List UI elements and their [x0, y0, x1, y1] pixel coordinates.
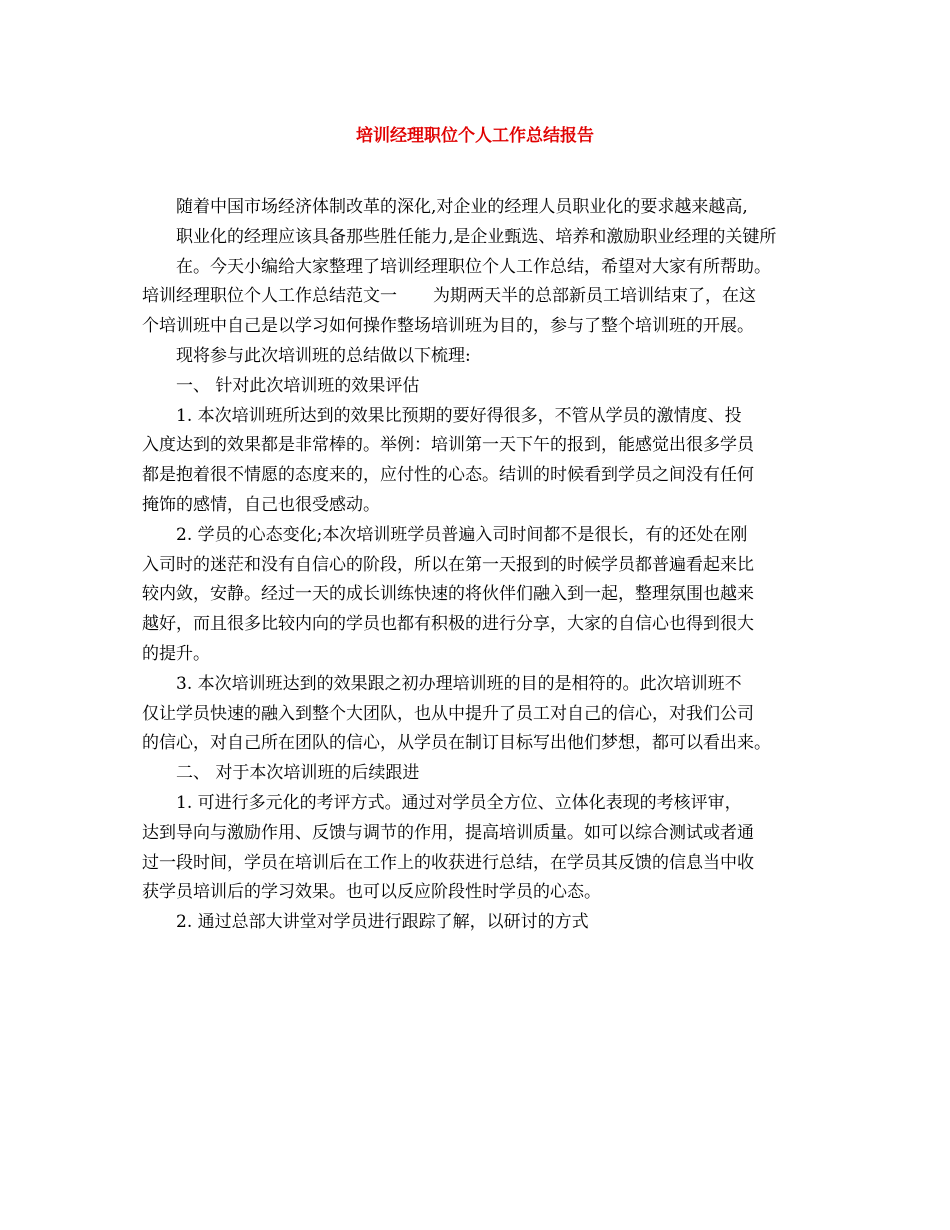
paragraph-summary-intro	[142, 342, 822, 372]
paragraph-sample-heading	[142, 282, 822, 342]
paragraph-item-1-3-cont	[142, 700, 822, 760]
paragraph-item-1-1	[142, 402, 822, 432]
paragraph-item-2-2	[142, 908, 822, 938]
paragraph-item-1-1-cont	[142, 431, 822, 520]
text-line: 职业化的经理应该具备那些胜任能力,是企业甄选、培养和激励职业经理的关键所	[176, 226, 777, 247]
text-line: 2. 通过总部大讲堂对学员进行跟踪了解，以研讨的方式	[176, 912, 589, 933]
paragraph-item-1-2-cont	[142, 551, 822, 670]
text-line: 仅让学员快速的融入到整个大团队，也从中提升了员工对自己的信心，对我们公司	[142, 703, 754, 724]
sample-heading: 培训经理职位个人工作总结范文一	[142, 286, 397, 307]
text-line: 在。今天小编给大家整理了培训经理职位个人工作总结，希望对大家有所帮助。	[176, 256, 771, 277]
text-line: 获学员培训后的学习效果。也可以反应阶段性时学员的心态。	[142, 882, 601, 903]
text-segment: 为期两天半的总部新员工培训结束了，在这	[433, 286, 756, 307]
text-line: 的信心，对自己所在团队的信心，从学员在制订目标写出他们梦想，都可以看出来。	[142, 733, 771, 754]
paragraph-item-1-3	[142, 670, 822, 700]
text-line: 1. 本次培训班所达到的效果比预期的要好得很多，不管从学员的激情度、投	[176, 405, 742, 426]
paragraph-item-2-1	[142, 789, 822, 819]
text-line: 过一段时间，学员在培训后在工作上的收获进行总结，在学员其反馈的信息当中收	[142, 852, 754, 873]
paragraph-item-1-2	[142, 521, 822, 551]
text-line: 都是抱着很不情愿的态度来的，应付性的心态。结训的时候看到学员之间没有任何	[142, 465, 754, 486]
text-line: 的提升。	[142, 643, 210, 664]
text-line: 1. 可进行多元化的考评方式。通过对学员全方位、立体化表现的考核评审，	[176, 792, 742, 813]
text-line: 入司时的迷茫和没有自信心的阶段，所以在第一天报到的时候学员都普遍看起来比	[142, 554, 754, 575]
text-line: 二、 对于本次培训班的后续跟进	[176, 763, 420, 784]
text-line: 掩饰的感情，自己也很受感动。	[142, 494, 380, 515]
paragraph-item-2-1-cont	[142, 819, 822, 908]
document-body	[142, 193, 822, 938]
section-heading-1	[142, 372, 822, 402]
text-line: 较内敛，安静。经过一天的成长训练快速的将伙伴们融入到一起，整理氛围也越来	[142, 584, 754, 605]
text-line: 2. 学员的心态变化;本次培训班学员普遍入司时间都不是很长，有的还处在刚	[176, 524, 748, 545]
text-line: 随着中国市场经济体制改革的深化,对企业的经理人员职业化的要求越来越高,	[176, 197, 748, 217]
text-line: 3. 本次培训班达到的效果跟之初办理培训班的目的是相符的。此次培训班不	[176, 673, 742, 694]
text-line: 个培训班中自己是以学习如何操作整场培训班为目的，参与了整个培训班的开展。	[142, 316, 754, 337]
text-line: 越好，而且很多比较内向的学员也都有积极的进行分享，大家的自信心也得到很大	[142, 614, 754, 635]
text-line-composite	[142, 282, 822, 312]
text-line: 一、 针对此次培训班的效果评估	[176, 375, 420, 396]
text-line: 达到导向与激励作用、反馈与调节的作用，提高培训质量。如可以综合测试或者通	[142, 822, 754, 843]
document-title: 培训经理职位个人工作总结报告	[356, 126, 594, 146]
text-line: 入度达到的效果都是非常棒的。举例：培训第一天下午的报到，能感觉出很多学员	[142, 435, 754, 456]
text-line: 现将参与此次培训班的总结做以下梳理:	[176, 345, 471, 366]
paragraph-intro	[142, 193, 822, 282]
section-heading-2	[142, 759, 822, 789]
